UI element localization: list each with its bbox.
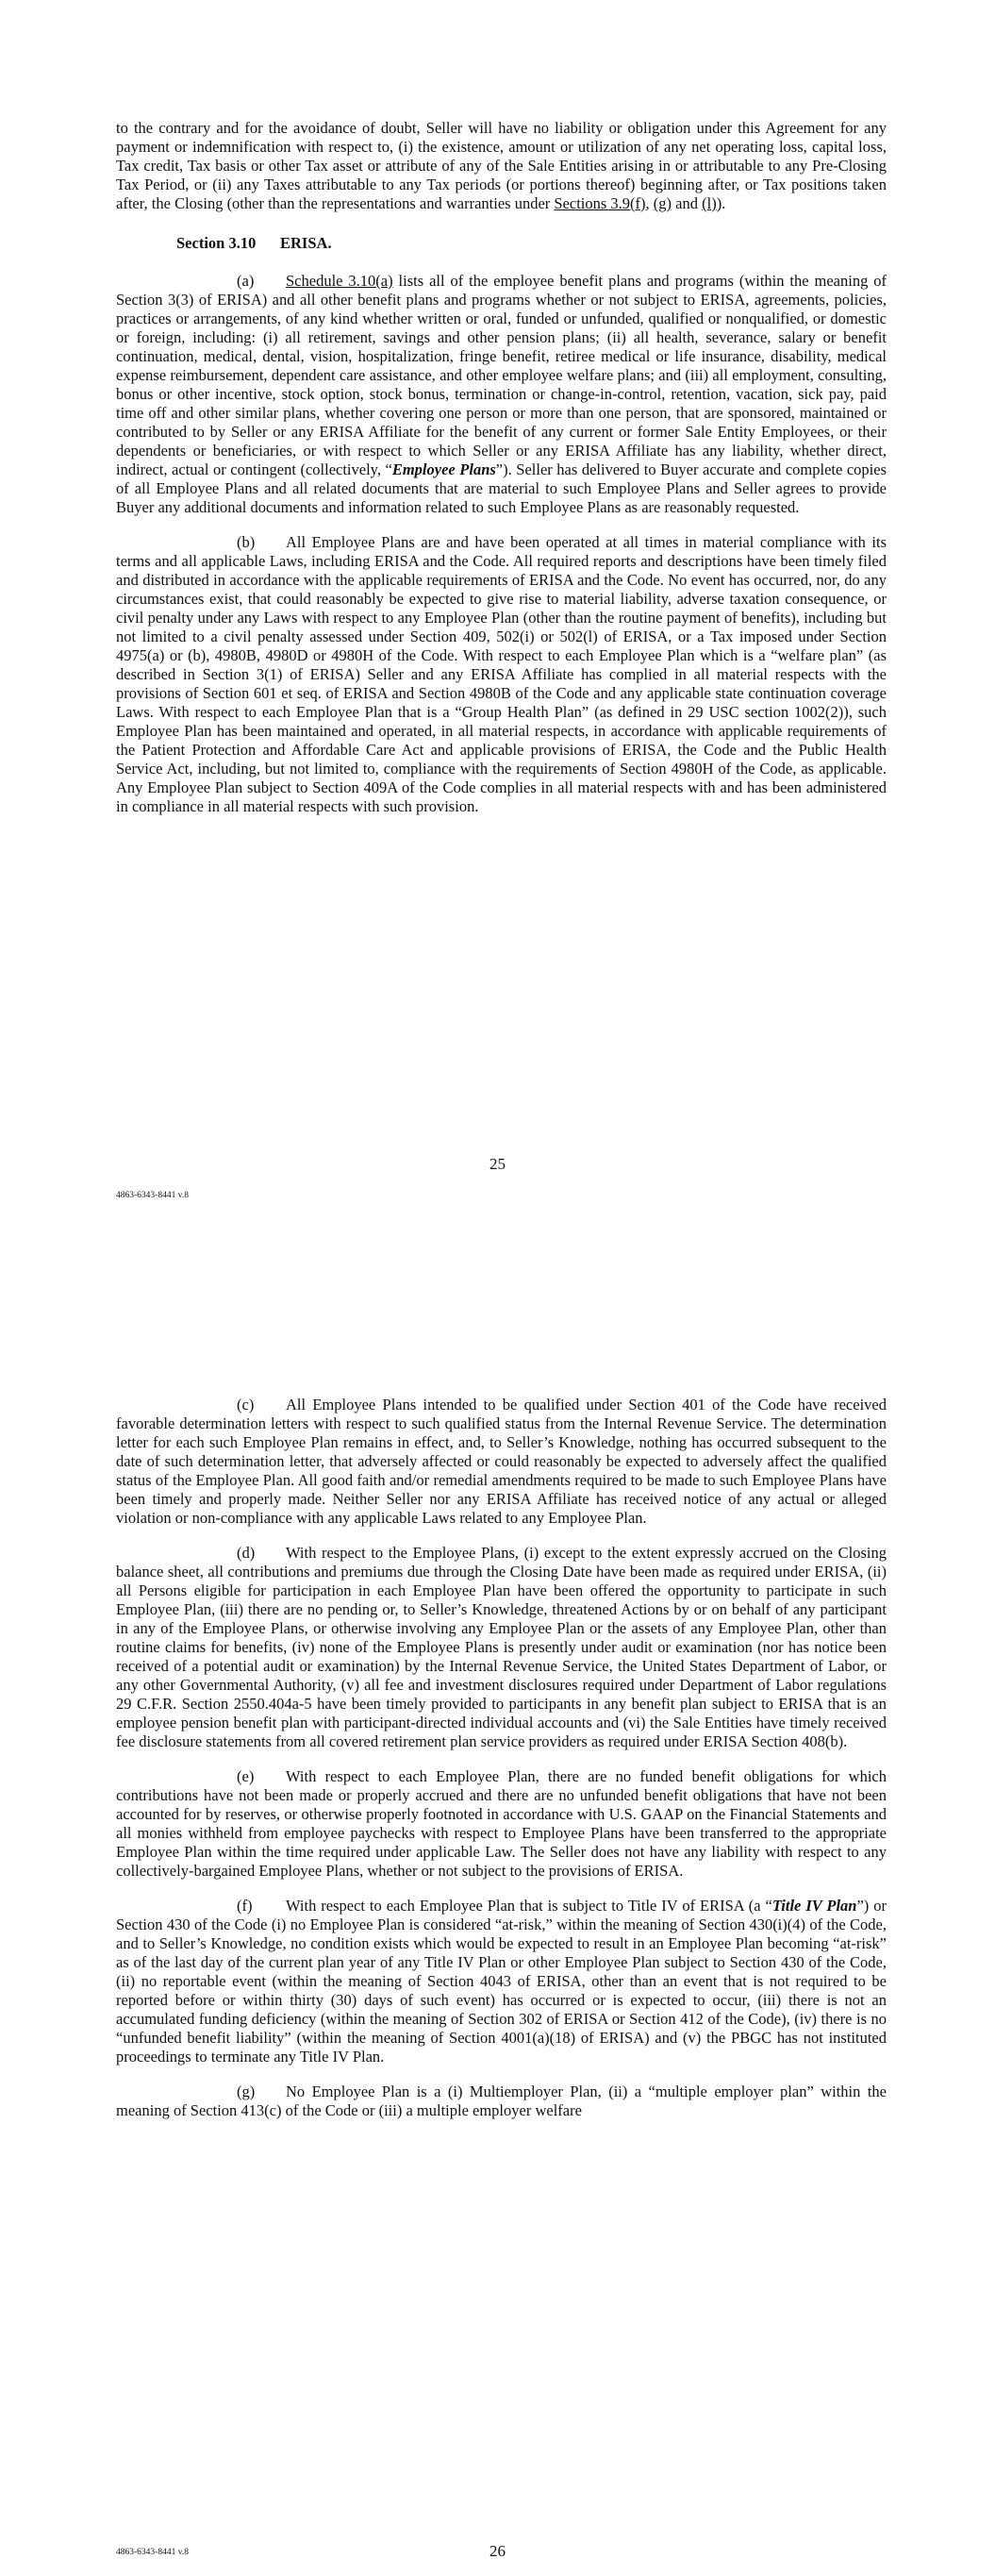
document-id: 4863-6343-8441 v.8 xyxy=(116,2548,189,2557)
page-number: 26 xyxy=(489,2542,506,2560)
paragraph-label: (e) xyxy=(237,1767,255,1785)
schedule-reference: Schedule 3.10(a) xyxy=(286,272,393,290)
defined-term: Employee Plans xyxy=(391,460,496,478)
defined-term: Title IV Plan xyxy=(771,1897,857,1915)
paragraph-d: (d) With respect to the Employee Plans, (i) except to the extent expressly accrued on the Closing balance sheet, all contributions and premiums due through the Closing Date have been made as required under ERISA, (ii) all Persons eligible for participation in each Employee Plan have been offered the opportunity to participate in such Employee Plan, (iii) there are no pending or, to Seller’s Knowledge, threatened Actions by or on behalf of any participant in any of the Employee Plans, or otherwise involving any Employee Plan or the assets of any Employee Plan, other than routine claims for benefits, (iv) none of the Employee Plans is presently under audit or examination (nor has notice been received of a potential audit or examination) by the Internal Revenue Service, the United States Department of Labor, or any other Governmental Authority, (v) all fee and investment disclosures required under Department of Labor regulations 29 C.F.R. Section 2550.404a-5 have been timely provided to participants in any benefit plan subject to ERISA that is an employee pension benefit plan with participant-directed individual accounts and (vi) the Sale Entities have timely received fee disclosure statements from all covered retirement plan service providers as required under ERISA Section 408(b). xyxy=(116,1544,887,1750)
paragraph-label: (f) xyxy=(237,1897,253,1915)
cross-reference: (g) xyxy=(653,194,672,212)
page-body xyxy=(116,119,887,816)
paragraph-label: (b) xyxy=(237,533,256,551)
paragraph-label: (a) xyxy=(237,272,255,290)
paragraph-label: (d) xyxy=(237,1544,256,1562)
document-id: 4863-6343-8441 v.8 xyxy=(116,1191,189,1200)
document-page-26 xyxy=(0,1288,995,2576)
paragraph-g: (g) No Employee Plan is a (i) Multiemployer Plan, (ii) a “multiple employer plan” within the meaning of Section 413(c) of the Code or (iii) a multiple employer welfare xyxy=(116,2083,887,2119)
section-heading: Section 3.10 ERISA. xyxy=(176,234,332,252)
paragraph-label: (c) xyxy=(237,1396,255,1413)
section-number: Section 3.10 xyxy=(176,234,257,252)
section-title: ERISA xyxy=(280,234,328,252)
paragraph-c: (c) All Employee Plans intended to be qualified under Section 401 of the Code have received favorable determination letters with respect to such qualified status from the Internal Revenue Service. The determination letter for each such Employee Plan remains in effect, and, to Seller’s Knowledge, nothing has occurred subsequent to the date of such determination letter, that adversely affected or could reasonably be expected to adversely affect the qualified status of the Employee Plan. All good faith and/or remedial amendments required to be made to such Employee Plans have been timely and properly made. Neither Seller nor any ERISA Affiliate has received notice of any actual or alleged violation or non-compliance with any applicable Laws related to any Employee Plan. xyxy=(116,1396,887,1527)
cross-reference: (l) xyxy=(702,194,717,212)
paragraph-label: (g) xyxy=(237,2083,256,2100)
page-number: 25 xyxy=(489,1155,506,1173)
paragraph-b: (b) All Employee Plans are and have been operated at all times in material compliance with its terms and all applicable Laws, including ERISA and the Code. All required reports and descriptions have been timely filed and distributed in accordance with the applicable requirements of ERISA and the Code. No event has occurred, nor, do any circumstances exist, that could reasonably be expected to give rise to material liability, adverse taxation consequence, or civil penalty under any Laws with respect to any Employee Plan (other than the routine payment of benefits), including but not limited to a civil penalty assessed under Section 409, 502(i) or 502(l) of ERISA, or a Tax imposed under Section 4975(a) or (b), 4980B, 4980D or 4980H of the Code. With respect to each Employee Plan which is a “welfare plan” (as described in Section 3(1) of ERISA) Seller and any ERISA Affiliate has complied in all material respects with the provisions of Section 601 et seq. of ERISA and Section 4980B of the Code and any applicable state continuation coverage Laws. With respect to each Employee Plan that is a “Group Health Plan” (as defined in 29 USC section 1002(2)), such Employee Plan has been maintained and operated, in all material respects, in accordance with applicable requirements of the Patient Protection and Affordable Care Act and applicable provisions of ERISA, the Code and the Public Health Service Act, including, but not limited to, compliance with the requirements of Section 4980H of the Code, as applicable. Any Employee Plan subject to Section 409A of the Code complies in all material respects with and has been administered in compliance in all material respects with such provision. xyxy=(116,533,887,815)
page-body xyxy=(116,1396,887,2120)
paragraph-a: (a) Schedule 3.10(a) lists all of the employee benefit plans and programs (within the meaning of Section 3(3) of ERISA) and all other benefit plans and programs whether or not subject to ERISA, agreements, policies, practices or arrangements, of any kind whether written or oral, funded or unfunded, qualified or nonqualified, or domestic or foreign, including: (i) all retirement, savings and other pension plans; (ii) all health, severance, salary or benefit continuation, medical, dental, vision, hospitalization, fringe benefit, retiree medical or life insurance, disability, medical expense reimbursement, dependent care assistance, and other employee welfare plans; and (iii) all employment, consulting, bonus or other incentive, stock option, stock bonus, termination or change-in-control, retention, vacation, sick pay, paid time off and other similar plans, whether covering one person or more than one person, that are sponsored, maintained or contributed to by Seller or any ERISA Affiliate for the benefit of any current or former Sale Entity Employees, or their dependents or beneficiaries, or with respect to which Seller or any ERISA Affiliate has any liability, whether direct, indirect, actual or contingent (collectively, “Employee Plans”). Seller has delivered to Buyer accurate and complete copies of all Employee Plans and all related documents that are material to such Employee Plans and Seller agrees to provide Buyer any additional documents and information related to such Employee Plans as are reasonably requested. xyxy=(116,272,887,516)
cross-reference: Sections 3.9(f) xyxy=(554,194,646,212)
intro-paragraph: to the contrary and for the avoidance of doubt, Seller will have no liability or obligation under this Agreement for any payment or indemnification with respect to, (i) the existence, amount or utilization of any net operating loss, capital loss, Tax credit, Tax basis or other Tax asset or attribute of any of the Sale Entities arising in or attributable to any Pre-Closing Tax Period, or (ii) any Taxes attributable to any Tax periods (or portions thereof) beginning after, or Tax positions taken after, the Closing (other than the representations and warranties under Sections 3.9(f), (g) and (l)). xyxy=(116,119,887,212)
paragraph-f: (f) With respect to each Employee Plan that is subject to Title IV of ERISA (a “Title IV Plan”) or Section 430 of the Code (i) no Employee Plan is considered “at-risk,” within the meaning of Section 430(i)(4) of the Code, and to Seller’s Knowledge, no condition exists which would be expected to result in an Employee Plan becoming “at-risk” as of the last day of the current plan year of any Title IV Plan or other Employee Plan subject to Section 430 of the Code, (ii) no reportable event (within the meaning of Section 4043 of ERISA, other than an event that is not required to be reported before or within thirty (30) days of such event) has occurred or is expected to occur, (iii) there is not an accumulated funding deficiency (within the meaning of Section 302 of ERISA or Section 412 of the Code), (iv) there is no “unfunded benefit liability” (within the meaning of Section 4001(a)(18) of ERISA) and (v) the PBGC has not instituted proceedings to terminate any Title IV Plan. xyxy=(116,1897,887,2066)
paragraph-e: (e) With respect to each Employee Plan, there are no funded benefit obligations for which contributions have not been made or properly accrued and there are no unfunded benefit obligations that have not been accounted for by reserves, or otherwise properly footnoted in accordance with U.S. GAAP on the Financial Statements and all monies withheld from employee paychecks with respect to Employee Plans have been transferred to the appropriate Employee Plan within the time required under applicable Law. The Seller does not have any liability with respect to any collectively-bargained Employee Plans, whether or not subject to the provisions of ERISA. xyxy=(116,1767,887,1880)
